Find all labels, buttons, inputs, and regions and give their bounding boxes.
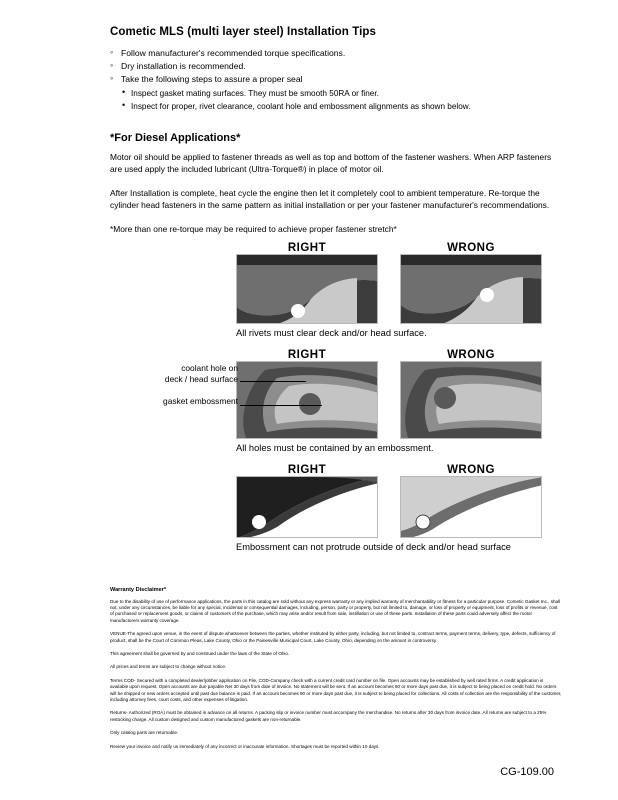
figure-image-embossment-wrong <box>400 361 542 439</box>
page-title: Cometic MLS (multi layer steel) Installation Tips <box>110 26 377 38</box>
figure-label-wrong: WRONG <box>447 241 495 254</box>
warranty-paragraph: Due to the disability of use of performance applications, the parts in this catalog are sold without any express warranty or any implied warranty of merchantability or fitness for a particular purpose. Cometic Gasket Inc., shall not, under any circumstances, be liable for any special, incidental or consequential damages, including, person, party or property, but not limited to, damage, or loss of property or equipment, loss of profits or revenue, cost of purchased or replacement goods, or claims of customers of the purchase, which may arise and/or result from sale, instillation or use of these parts. Installation of these parts could adversely affect the motor manufacturers warranty coverage. <box>110 598 561 623</box>
warranty-paragraph: Review your invoice and notify us immediately of any incorrect or inaccurate information. Shortages must be reported within 10 days. <box>110 743 380 749</box>
callout-leader-embossment <box>240 405 322 406</box>
figure-image-protrude-wrong <box>400 476 542 538</box>
figure-label-wrong: WRONG <box>447 463 495 476</box>
figure-row <box>236 361 574 439</box>
figure-row <box>236 254 574 324</box>
figure-caption-rivets: All rivets must clear deck and/or head surface. <box>236 327 427 338</box>
figure-label-wrong: WRONG <box>447 348 495 361</box>
diesel-section-heading: *For Diesel Applications* <box>110 131 241 144</box>
warranty-paragraph: This agreement shall be governed by and construed under the laws of the State of Ohio. <box>110 651 290 657</box>
figure-group-protrude <box>236 464 574 553</box>
figure-label-right: RIGHT <box>287 463 327 476</box>
figure-image-rivet-wrong <box>400 254 542 324</box>
figure-label-right: RIGHT <box>287 241 327 254</box>
list-item: ◦ Follow manufacturer's recommended torque specifications. <box>110 47 574 60</box>
warranty-paragraph: All prices and terms are subject to change without notice. <box>110 664 227 670</box>
warranty-paragraph: Terms COD- Secured with a completed dealer/jobber application on File, COD-Company check with a current credit card number on file. Open accounts may be established by well rated firms. A credit application is available upon request. Open accounts are due payable Net 30 days from date of invoice. No statement will be sent. If an account becomes 60 or more days past due, it is subject to being placed on credit hold. No orders will be shipped or new orders accepted until past due balance is paid. If an account becomes 90 or more days past due, it is subject to being placed for collections. All costs of collection are the responsibility of the customer, including attorney fees, court costs, and other expenses of litigation. <box>110 677 562 703</box>
callout-gasket-embossment: gasket embossment <box>163 395 238 406</box>
figure-image-rivet-right <box>236 254 378 324</box>
figure-row <box>236 476 574 538</box>
warranty-paragraph: VENUE-The agreed upon venue, in the event of dispute whatsoever between the parties, whether instituted by either party, including, but not limited to, contract terms, payment terms, delivery, type, defects, sufficiency of product, shall be the Court of Common Pleas, Lake County, Ohio or the Painesville Municipal Court, Lake County, Ohio, depending on the amount in controversy. <box>110 631 556 643</box>
callout-coolant-hole-line1: coolant hole on <box>181 362 238 373</box>
figure-group-rivets <box>236 242 574 339</box>
diesel-note: *More than one re-torque may be required to achieve proper fastener stretch* <box>110 223 397 234</box>
figure-image-protrude-right <box>236 476 378 538</box>
figure-image-embossment-right <box>236 361 378 439</box>
list-item: ◦ Dry installation is recommended. <box>110 60 574 73</box>
warranty-section <box>110 587 574 751</box>
diesel-paragraph-1: Motor oil should be applied to fastener threads as well as top and bottom of the fastener washers. When ARP fasteners are used apply the included lubricant (Ultra-Torque®) in place of motor oil. <box>110 151 552 175</box>
warranty-paragraph: Returns- Authorized (ROA) must be obtained in advance on all returns. A packing slip or invoice number must accompany the merchandise. No returns after 30 days from invoice date. All returns are subject to a 25% restocking charge. All custom designed and custom manufactured gaskets are non-returnable. <box>110 710 547 722</box>
figure-labels <box>236 349 574 361</box>
figure-callouts <box>126 363 238 408</box>
installation-subtips-list <box>110 87 574 113</box>
list-item: ◦ Take the following steps to assure a proper seal <box>110 73 574 86</box>
warranty-heading: Warranty Disclaimer* <box>110 586 167 593</box>
installation-tips-list <box>110 47 574 87</box>
figure-labels <box>236 464 574 476</box>
diesel-paragraph-2: After Installation is complete, heat cycle the engine then let it completely cool to ambient temperature. Re-torque the cylinder head fasteners in the same pattern as initial installation or per your fastener manufacturer's recommendations. <box>110 187 550 211</box>
callout-leader-coolant <box>240 381 306 382</box>
figure-caption-embossment: All holes must be contained by an embossment. <box>236 442 434 453</box>
figure-labels <box>236 242 574 254</box>
document-number: CG-109.00 <box>500 766 554 778</box>
list-item: • Inspect for proper, rivet clearance, coolant hole and embossment alignments as shown below. <box>122 100 574 113</box>
warranty-paragraph: Only catalog parts are returnable. <box>110 730 179 736</box>
list-item: • Inspect gasket mating surfaces. They must be smooth 50RA or finer. <box>122 87 574 100</box>
figure-group-embossment <box>163 348 574 454</box>
callout-coolant-hole-line2: deck / head surface <box>164 374 238 385</box>
figure-caption-protrude: Embossment can not protrude outside of deck and/or head surface <box>236 541 511 552</box>
figure-label-right: RIGHT <box>287 348 327 361</box>
